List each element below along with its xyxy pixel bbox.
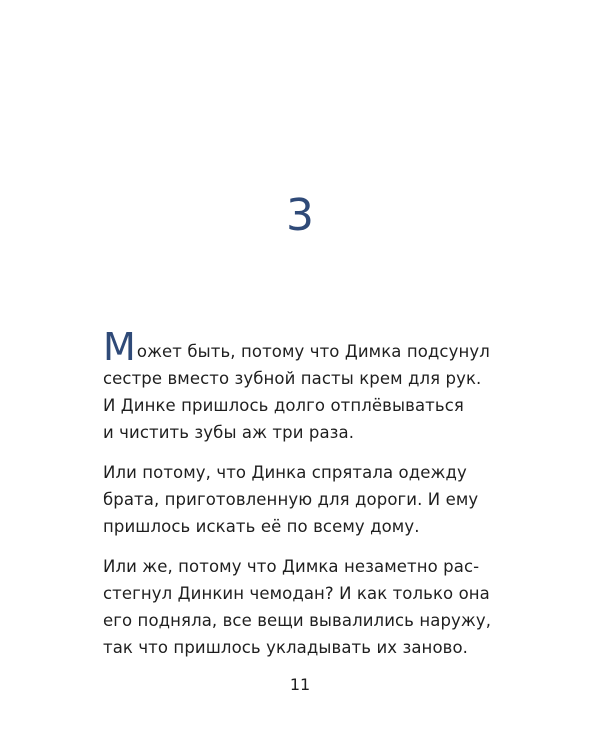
- paragraph-1: [103, 325, 490, 446]
- page-number: 11: [289, 675, 311, 694]
- text-line: стегнул Динкин чемодан? И как только она: [103, 584, 490, 603]
- text-line: Или же, потому что Димка незаметно рас-: [103, 557, 480, 576]
- text-line: его подняла, все вещи вывалились наружу,: [103, 611, 492, 630]
- text-line: пришлось искать её по всему дому.: [103, 517, 420, 536]
- chapter-body: [103, 325, 492, 674]
- paragraph-3: [103, 553, 492, 661]
- text-line: так что пришлось укладывать их заново.: [103, 638, 469, 657]
- text-line: Или потому, что Динка спрятала одежду: [103, 463, 467, 482]
- text-line: брата, приготовленную для дороги. И ему: [103, 490, 479, 509]
- text-line: и чистить зубы аж три раза.: [103, 423, 355, 442]
- chapter-number: 3: [286, 190, 314, 241]
- text-line: И Динке пришлось долго отплёвываться: [103, 396, 464, 415]
- drop-cap: М: [103, 325, 136, 369]
- paragraph-first-line: [103, 325, 490, 369]
- first-line-text: ожет быть, потому что Димка подсунул: [136, 342, 490, 361]
- paragraph-2: [103, 459, 483, 540]
- text-line: сестре вместо зубной пасты крем для рук.: [103, 369, 482, 388]
